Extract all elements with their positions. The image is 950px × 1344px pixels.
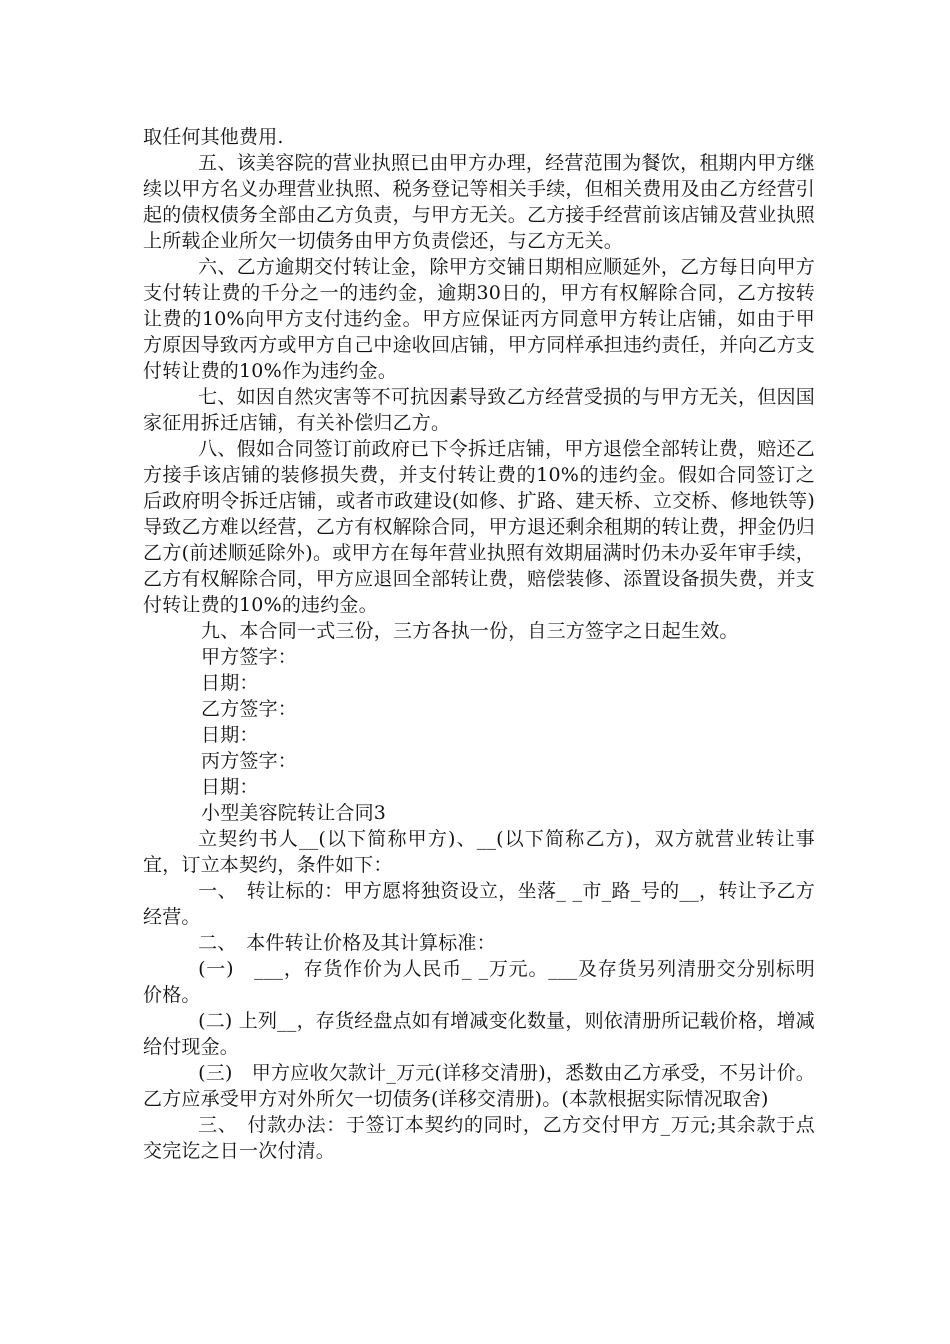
party-a-date: 日期： <box>201 672 259 694</box>
clause-5: 五、该美容院的营业执照已由甲方办理，经营范围为餐饮，租期内甲方继续以甲方名义办理营业执照、税务登记等相关手续，但相关费用及由乙方经营引起的债权债务全部由乙方负责，与甲方无关。乙方接手经营前该店铺及营业执照上所载企业所欠一切债务由甲方负责偿还，与乙方无关。 <box>143 152 816 252</box>
contract-3-item-3: (三) 甲方应收欠款计_万元(详移交清册)，悉数由乙方承受，不另计价。乙方应承受甲方对外所欠一切债务(详移交清册)。(本款根据实际情况取舍) <box>143 1062 815 1110</box>
contract-text <box>143 124 815 1164</box>
contract-3-item-1: (一) ___，存货作价为人民币_ _万元。___及存货另列清册交分别标明价格。 <box>143 958 815 1006</box>
contract-3-preamble: 立契约书人__(以下简称甲方)、__(以下简称乙方)，双方就营业转让事宜，订立本契约，条件如下： <box>143 828 815 876</box>
clause-8: 八、假如合同签订前政府已下令拆迁店铺，甲方退偿全部转让费，赔还乙方接手该店铺的装修损失费，并支付转让费的10%的违约金。假如合同签订之后政府明令拆迁店铺，或者市政建设(如修、扩路、建天桥、立交桥、修地铁等)导致乙方难以经营，乙方有权解除合同，甲方退还剩余租期的转让费，押金仍归乙方(前述顺延除外)。或甲方在每年营业执照有效期届满时仍未办妥年审手续，乙方有权解除合同，甲方应退回全部转让费，赔偿装修、添置设备损失费，并支付转让费的10%的违约金。 <box>143 438 816 616</box>
party-c-date: 日期： <box>201 776 259 798</box>
contract-3-clause-1: 一、 转让标的：甲方愿将独资设立，坐落_ _市_路_号的__，转让予乙方经营。 <box>143 880 815 928</box>
clause-6: 六、乙方逾期交付转让金，除甲方交铺日期相应顺延外，乙方每日向甲方支付转让费的千分之一的违约金，逾期30日的，甲方有权解除合同，乙方按转让费的10%向甲方支付违约金。甲方应保证丙方同意甲方转让店铺，如由于甲方原因导致丙方或甲方自己中途收回店铺，甲方同样承担违约责任，并向乙方支付转让费的10%作为违约金。 <box>143 256 816 382</box>
contract-3-clause-2: 二、 本件转让价格及其计算标准： <box>198 932 496 954</box>
contract-3-title: 小型美容院转让合同3 <box>201 802 387 824</box>
party-b-date: 日期： <box>201 724 259 746</box>
contract-3-item-2: (二) 上列__，存货经盘点如有增减变化数量，则依清册所记载价格，增减给付现金。 <box>143 1010 815 1058</box>
party-a-signature: 甲方签字： <box>201 646 298 668</box>
paragraph-continuation: 取任何其他费用. <box>143 126 284 148</box>
party-b-signature: 乙方签字： <box>201 698 298 720</box>
clause-7: 七、如因自然灾害等不可抗因素导致乙方经营受损的与甲方无关，但因国家征用拆迁店铺，有关补偿归乙方。 <box>143 386 815 434</box>
clause-9: 九、本合同一式三份，三方各执一份，自三方签字之日起生效。 <box>201 620 739 642</box>
contract-3-clause-3: 三、 付款办法：于签订本契约的同时，乙方交付甲方_万元;其余款于点交完讫之日一次付清。 <box>143 1114 815 1162</box>
party-c-signature: 丙方签字： <box>201 750 298 772</box>
